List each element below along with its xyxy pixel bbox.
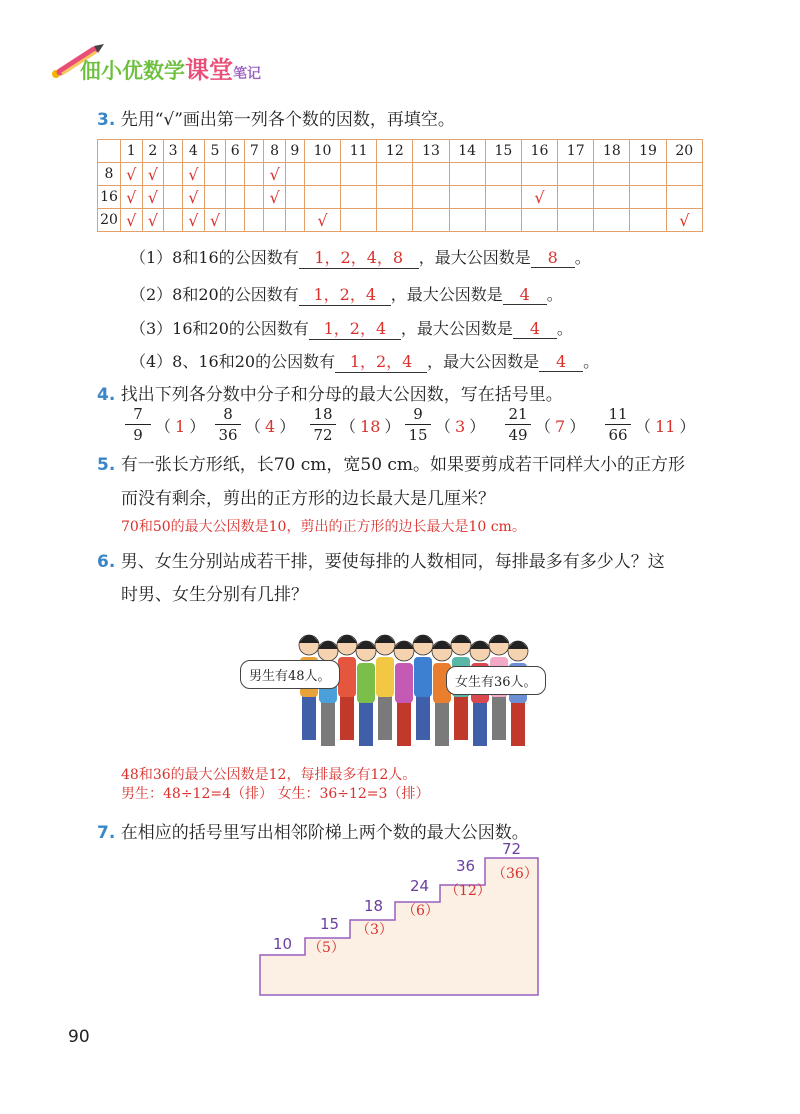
numerator: 11	[608, 405, 628, 423]
row-label: 8	[98, 163, 121, 186]
question-3	[97, 105, 455, 130]
check-cell	[285, 209, 304, 232]
question-number: 4.	[97, 385, 116, 405]
check-cell	[594, 163, 630, 186]
fill-line-end: 。	[556, 319, 573, 338]
fill-line-end: 。	[574, 248, 591, 267]
check-cell: √	[142, 163, 164, 186]
check-cell	[226, 186, 245, 209]
fraction-bar	[125, 424, 151, 425]
fill-line	[130, 316, 573, 340]
gcd-answer: 4	[539, 352, 583, 372]
fill-line-prefix: （2）8和20的公因数有	[130, 285, 299, 304]
gcd-answer: 4	[513, 319, 557, 339]
denominator: 66	[608, 426, 628, 444]
column-header: 15	[485, 140, 521, 163]
column-header: 1	[121, 140, 143, 163]
question-text: 找出下列各分数中分子和分母的最大公因数，写在括号里。	[120, 385, 563, 405]
check-cell	[449, 209, 485, 232]
column-header: 11	[341, 140, 377, 163]
question-7	[97, 818, 529, 843]
check-cell: √	[521, 186, 557, 209]
table-header-row	[98, 140, 703, 163]
answer-parentheses: （ 1 ）	[155, 417, 206, 436]
column-header: 5	[204, 140, 226, 163]
common-factors-answer: 1，2，4	[335, 349, 427, 373]
answer-parentheses: （ 18 ）	[340, 417, 401, 436]
check-cell: √	[304, 209, 340, 232]
check-cell: √	[183, 209, 205, 232]
factor-table	[97, 139, 703, 232]
column-header: 18	[594, 140, 630, 163]
student-figure	[432, 641, 452, 746]
numerator: 8	[223, 405, 233, 423]
fill-line-middle: ，最大公因数是	[418, 248, 531, 267]
check-cell	[341, 163, 377, 186]
fill-line-middle: ，最大公因数是	[390, 285, 503, 304]
check-cell	[285, 163, 304, 186]
fill-line-prefix: （1）8和16的公因数有	[130, 248, 299, 267]
check-cell	[594, 209, 630, 232]
question-text-line2: 时男、女生分别有几排？	[121, 585, 308, 605]
step-number: 24	[410, 877, 430, 895]
table-row	[98, 209, 703, 232]
question-text-line2: 而没有剩余，剪出的正方形的边长最大是几厘米？	[121, 489, 495, 509]
check-cell	[485, 186, 521, 209]
check-cell	[164, 186, 183, 209]
check-cell	[264, 209, 286, 232]
question-6	[97, 547, 665, 572]
check-cell	[164, 209, 183, 232]
column-header: 20	[666, 140, 702, 163]
check-cell	[377, 209, 413, 232]
numerator: 18	[313, 405, 333, 423]
check-cell: √	[183, 186, 205, 209]
fraction-bar	[505, 424, 531, 425]
question-4	[97, 380, 563, 405]
student-figure	[413, 635, 433, 740]
numerator: 7	[133, 405, 143, 423]
question-text: 先用“√”画出第一列各个数的因数，再填空。	[120, 110, 455, 130]
step-gcd-answer: （5）	[308, 940, 345, 956]
check-cell	[204, 186, 226, 209]
gcd-answer: 4	[265, 417, 276, 436]
denominator: 36	[218, 426, 238, 444]
denominator: 72	[313, 426, 333, 444]
fraction	[405, 405, 431, 444]
q6-answer-line1: 48和36的最大公因数是12，每排最多有12人。	[121, 767, 417, 783]
student-figure	[337, 635, 357, 740]
column-header: 3	[164, 140, 183, 163]
check-cell	[164, 163, 183, 186]
column-header: 4	[183, 140, 205, 163]
check-cell	[226, 209, 245, 232]
step-gcd-answer: （12）	[445, 883, 491, 899]
check-cell	[413, 163, 449, 186]
row-label: 16	[98, 186, 121, 209]
header-title: 佃小优数学课堂笔记	[80, 56, 261, 84]
check-cell	[666, 186, 702, 209]
table-corner-cell	[98, 140, 121, 163]
row-label: 20	[98, 209, 121, 232]
column-header: 13	[413, 140, 449, 163]
step-number: 36	[456, 857, 476, 875]
check-cell: √	[121, 186, 143, 209]
check-cell	[413, 186, 449, 209]
column-header: 2	[142, 140, 164, 163]
fraction-bar	[605, 424, 631, 425]
check-cell: √	[264, 163, 286, 186]
check-cell	[449, 186, 485, 209]
fill-line-prefix: （3）16和20的公因数有	[130, 319, 309, 338]
denominator: 49	[508, 426, 528, 444]
check-cell: √	[142, 209, 164, 232]
check-cell: √	[121, 209, 143, 232]
fill-line	[130, 282, 563, 306]
fill-line-end: 。	[546, 285, 563, 304]
check-cell	[449, 163, 485, 186]
gcd-answer: 1	[175, 417, 186, 436]
fraction-bar	[215, 424, 241, 425]
student-figure	[394, 641, 414, 746]
denominator: 15	[408, 426, 428, 444]
numerator: 21	[508, 405, 528, 423]
question-number: 6.	[97, 552, 116, 572]
gcd-answer: 4	[503, 285, 547, 305]
check-cell	[521, 209, 557, 232]
fill-line-prefix: （4）8、16和20的公因数有	[130, 352, 336, 371]
step-gcd-answer: （6）	[402, 903, 439, 919]
check-cell	[485, 209, 521, 232]
check-cell	[630, 186, 666, 209]
gcd-answer: 8	[531, 248, 575, 268]
column-header: 10	[304, 140, 340, 163]
fill-line	[130, 349, 599, 373]
question-text: 在相应的括号里写出相邻阶梯上两个数的最大公因数。	[120, 823, 529, 843]
student-figure	[375, 635, 395, 740]
check-cell	[558, 186, 594, 209]
question-text-line1: 有一张长方形纸，长70 cm，宽50 cm。如果要剪成若干同样大小的正方形	[120, 455, 686, 475]
girls-speech-bubble: 女生有36人。	[446, 666, 546, 695]
answer-parentheses: （ 7 ）	[535, 417, 586, 436]
fraction	[605, 405, 631, 444]
q5-answer: 70和50的最大公因数是10，剪出的正方形的边长最大是10 cm。	[121, 519, 526, 535]
common-factors-answer: 1，2，4，8	[299, 245, 419, 269]
step-number: 15	[320, 915, 340, 933]
check-cell	[377, 163, 413, 186]
question-number: 3.	[97, 110, 116, 130]
check-cell	[285, 186, 304, 209]
check-cell	[204, 163, 226, 186]
check-cell	[594, 186, 630, 209]
fill-line-middle: ，最大公因数是	[400, 319, 513, 338]
column-header: 7	[245, 140, 264, 163]
step-number: 72	[502, 840, 522, 858]
check-cell: √	[121, 163, 143, 186]
answer-parentheses: （ 3 ）	[435, 417, 486, 436]
check-cell	[630, 163, 666, 186]
column-header: 6	[226, 140, 245, 163]
question-text-line1: 男、女生分别站成若干排，要使每排的人数相同，每排最多有多少人？这	[120, 552, 665, 572]
check-cell: √	[264, 186, 286, 209]
answer-parentheses: （ 4 ）	[245, 417, 296, 436]
book-header	[48, 44, 328, 84]
check-cell	[485, 163, 521, 186]
answer-parentheses: （ 11 ）	[635, 417, 696, 436]
fill-line-end: 。	[583, 352, 600, 371]
table-row	[98, 186, 703, 209]
gcd-answer: 7	[555, 417, 566, 436]
fraction-bar	[310, 424, 336, 425]
fraction-bar	[405, 424, 431, 425]
gcd-answer: 11	[655, 417, 676, 436]
check-cell	[630, 209, 666, 232]
gcd-answer: 18	[360, 417, 381, 436]
column-header: 12	[377, 140, 413, 163]
question-number: 7.	[97, 823, 116, 843]
fraction	[125, 405, 151, 444]
check-cell	[377, 186, 413, 209]
check-cell	[558, 209, 594, 232]
check-cell	[413, 209, 449, 232]
step-number: 10	[273, 935, 293, 953]
question-number: 5.	[97, 455, 116, 475]
column-header: 14	[449, 140, 485, 163]
check-cell: √	[183, 163, 205, 186]
column-header: 8	[264, 140, 286, 163]
fraction	[310, 405, 336, 444]
step-gcd-answer: （36）	[492, 866, 538, 882]
fill-line-middle: ，最大公因数是	[427, 352, 540, 371]
question-5	[97, 450, 685, 475]
denominator: 9	[133, 426, 143, 444]
check-cell	[245, 163, 264, 186]
boys-speech-bubble: 男生有48人。	[240, 660, 340, 689]
fraction	[215, 405, 241, 444]
column-header: 16	[521, 140, 557, 163]
step-gcd-answer: （3）	[356, 922, 393, 938]
check-cell	[666, 163, 702, 186]
check-cell	[341, 209, 377, 232]
check-cell: √	[142, 186, 164, 209]
check-cell	[341, 186, 377, 209]
gcd-answer: 3	[455, 417, 466, 436]
table-row	[98, 163, 703, 186]
check-cell	[245, 209, 264, 232]
step-number: 18	[364, 897, 384, 915]
check-cell	[304, 163, 340, 186]
fraction	[505, 405, 531, 444]
q6-answer-line2: 男生：48÷12=4（排） 女生：36÷12=3（排）	[121, 786, 430, 802]
check-cell	[304, 186, 340, 209]
student-figure	[318, 641, 338, 746]
column-header: 9	[285, 140, 304, 163]
check-cell	[245, 186, 264, 209]
common-factors-answer: 1，2，4	[299, 282, 391, 306]
student-figure	[356, 641, 376, 746]
check-cell	[521, 163, 557, 186]
fill-line	[130, 245, 591, 269]
column-header: 17	[558, 140, 594, 163]
check-cell: √	[666, 209, 702, 232]
numerator: 9	[413, 405, 423, 423]
column-header: 19	[630, 140, 666, 163]
check-cell	[226, 163, 245, 186]
check-cell: √	[204, 209, 226, 232]
common-factors-answer: 1，2，4	[309, 316, 401, 340]
check-cell	[558, 163, 594, 186]
page-number: 90	[68, 1027, 90, 1047]
